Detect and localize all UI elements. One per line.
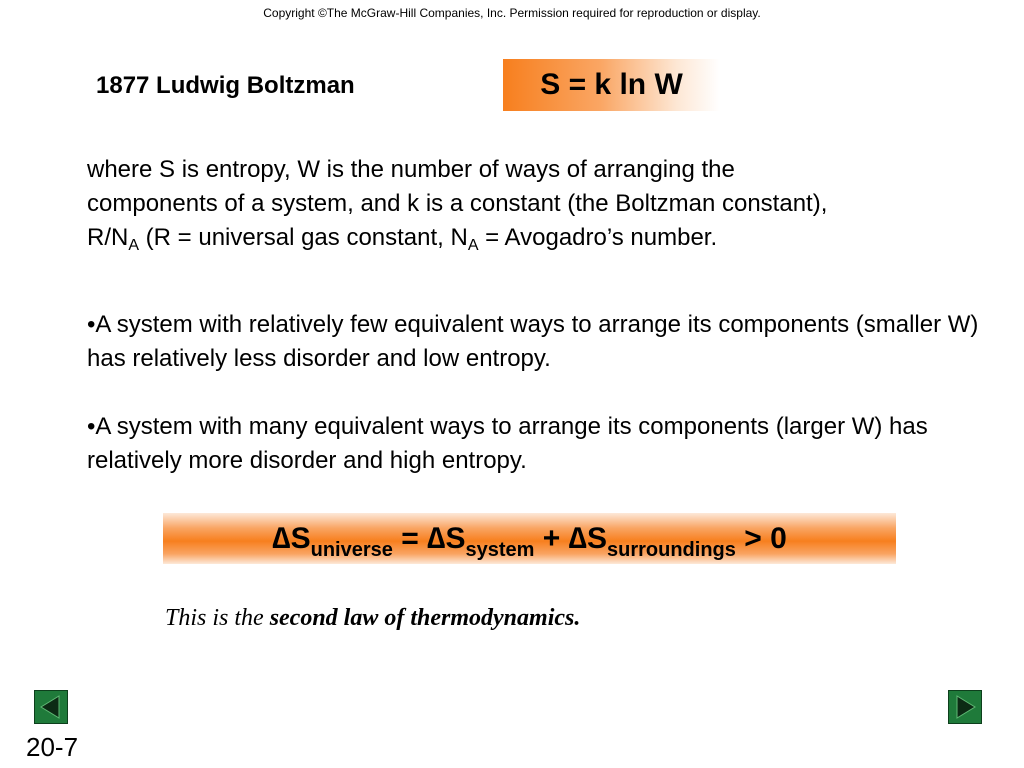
slide-number: 20-7: [26, 732, 79, 762]
definition-paragraph: [87, 153, 987, 255]
definition-line-3: [87, 221, 987, 255]
definition-text: (R = universal gas constant, N: [139, 224, 468, 251]
copyright-notice: Copyright ©The McGraw-Hill Companies, Inc. Permission required for reproduction or display.: [263, 6, 761, 20]
law-prefix: This is the: [165, 605, 270, 631]
entropy-symbol: S: [445, 521, 466, 555]
previous-slide-button[interactable]: [34, 690, 68, 724]
subscript-universe: universe: [310, 538, 393, 561]
definition-line-1: where S is entropy, W is the number of ways of arranging the: [87, 156, 735, 183]
equals-sign: =: [392, 521, 428, 555]
plus-sign: +: [534, 521, 569, 555]
triangle-right-icon: [949, 691, 981, 723]
slide-heading: 1877 Ludwig Boltzman: [96, 72, 355, 99]
entropy-symbol: S: [586, 521, 607, 555]
subscript: A: [467, 237, 479, 254]
delta-symbol: ∆: [427, 521, 446, 555]
second-law-equation-box: [163, 513, 896, 564]
definition-line-2: components of a system, and k is a constant (the Boltzman constant),: [87, 190, 828, 217]
subscript-surroundings: surroundings: [606, 538, 736, 561]
subscript: A: [128, 237, 140, 254]
second-law-equation: [272, 521, 787, 561]
law-emphasis: second law of thermodynamics.: [269, 605, 581, 631]
bullet-high-entropy: •A system with many equivalent ways to arrange its components (larger W) has relatively more disorder and high entropy.: [87, 413, 928, 474]
triangle-left-icon: [35, 691, 67, 723]
entropy-symbol: S: [290, 521, 311, 555]
definition-text: R/N: [87, 224, 129, 251]
subscript-system: system: [465, 538, 535, 561]
delta-symbol: ∆: [568, 521, 587, 555]
delta-symbol: ∆: [272, 521, 291, 555]
bullet-low-entropy: •A system with relatively few equivalent ways to arrange its components (smaller W) has relatively less disorder and low entropy.: [87, 311, 979, 372]
boltzmann-formula: S = k ln W: [540, 68, 683, 101]
next-slide-button[interactable]: [948, 690, 982, 724]
boltzmann-formula-box: [503, 59, 720, 111]
greater-than-zero: > 0: [735, 521, 787, 555]
definition-text: = Avogadro’s number.: [478, 224, 718, 251]
second-law-statement: [165, 605, 580, 632]
